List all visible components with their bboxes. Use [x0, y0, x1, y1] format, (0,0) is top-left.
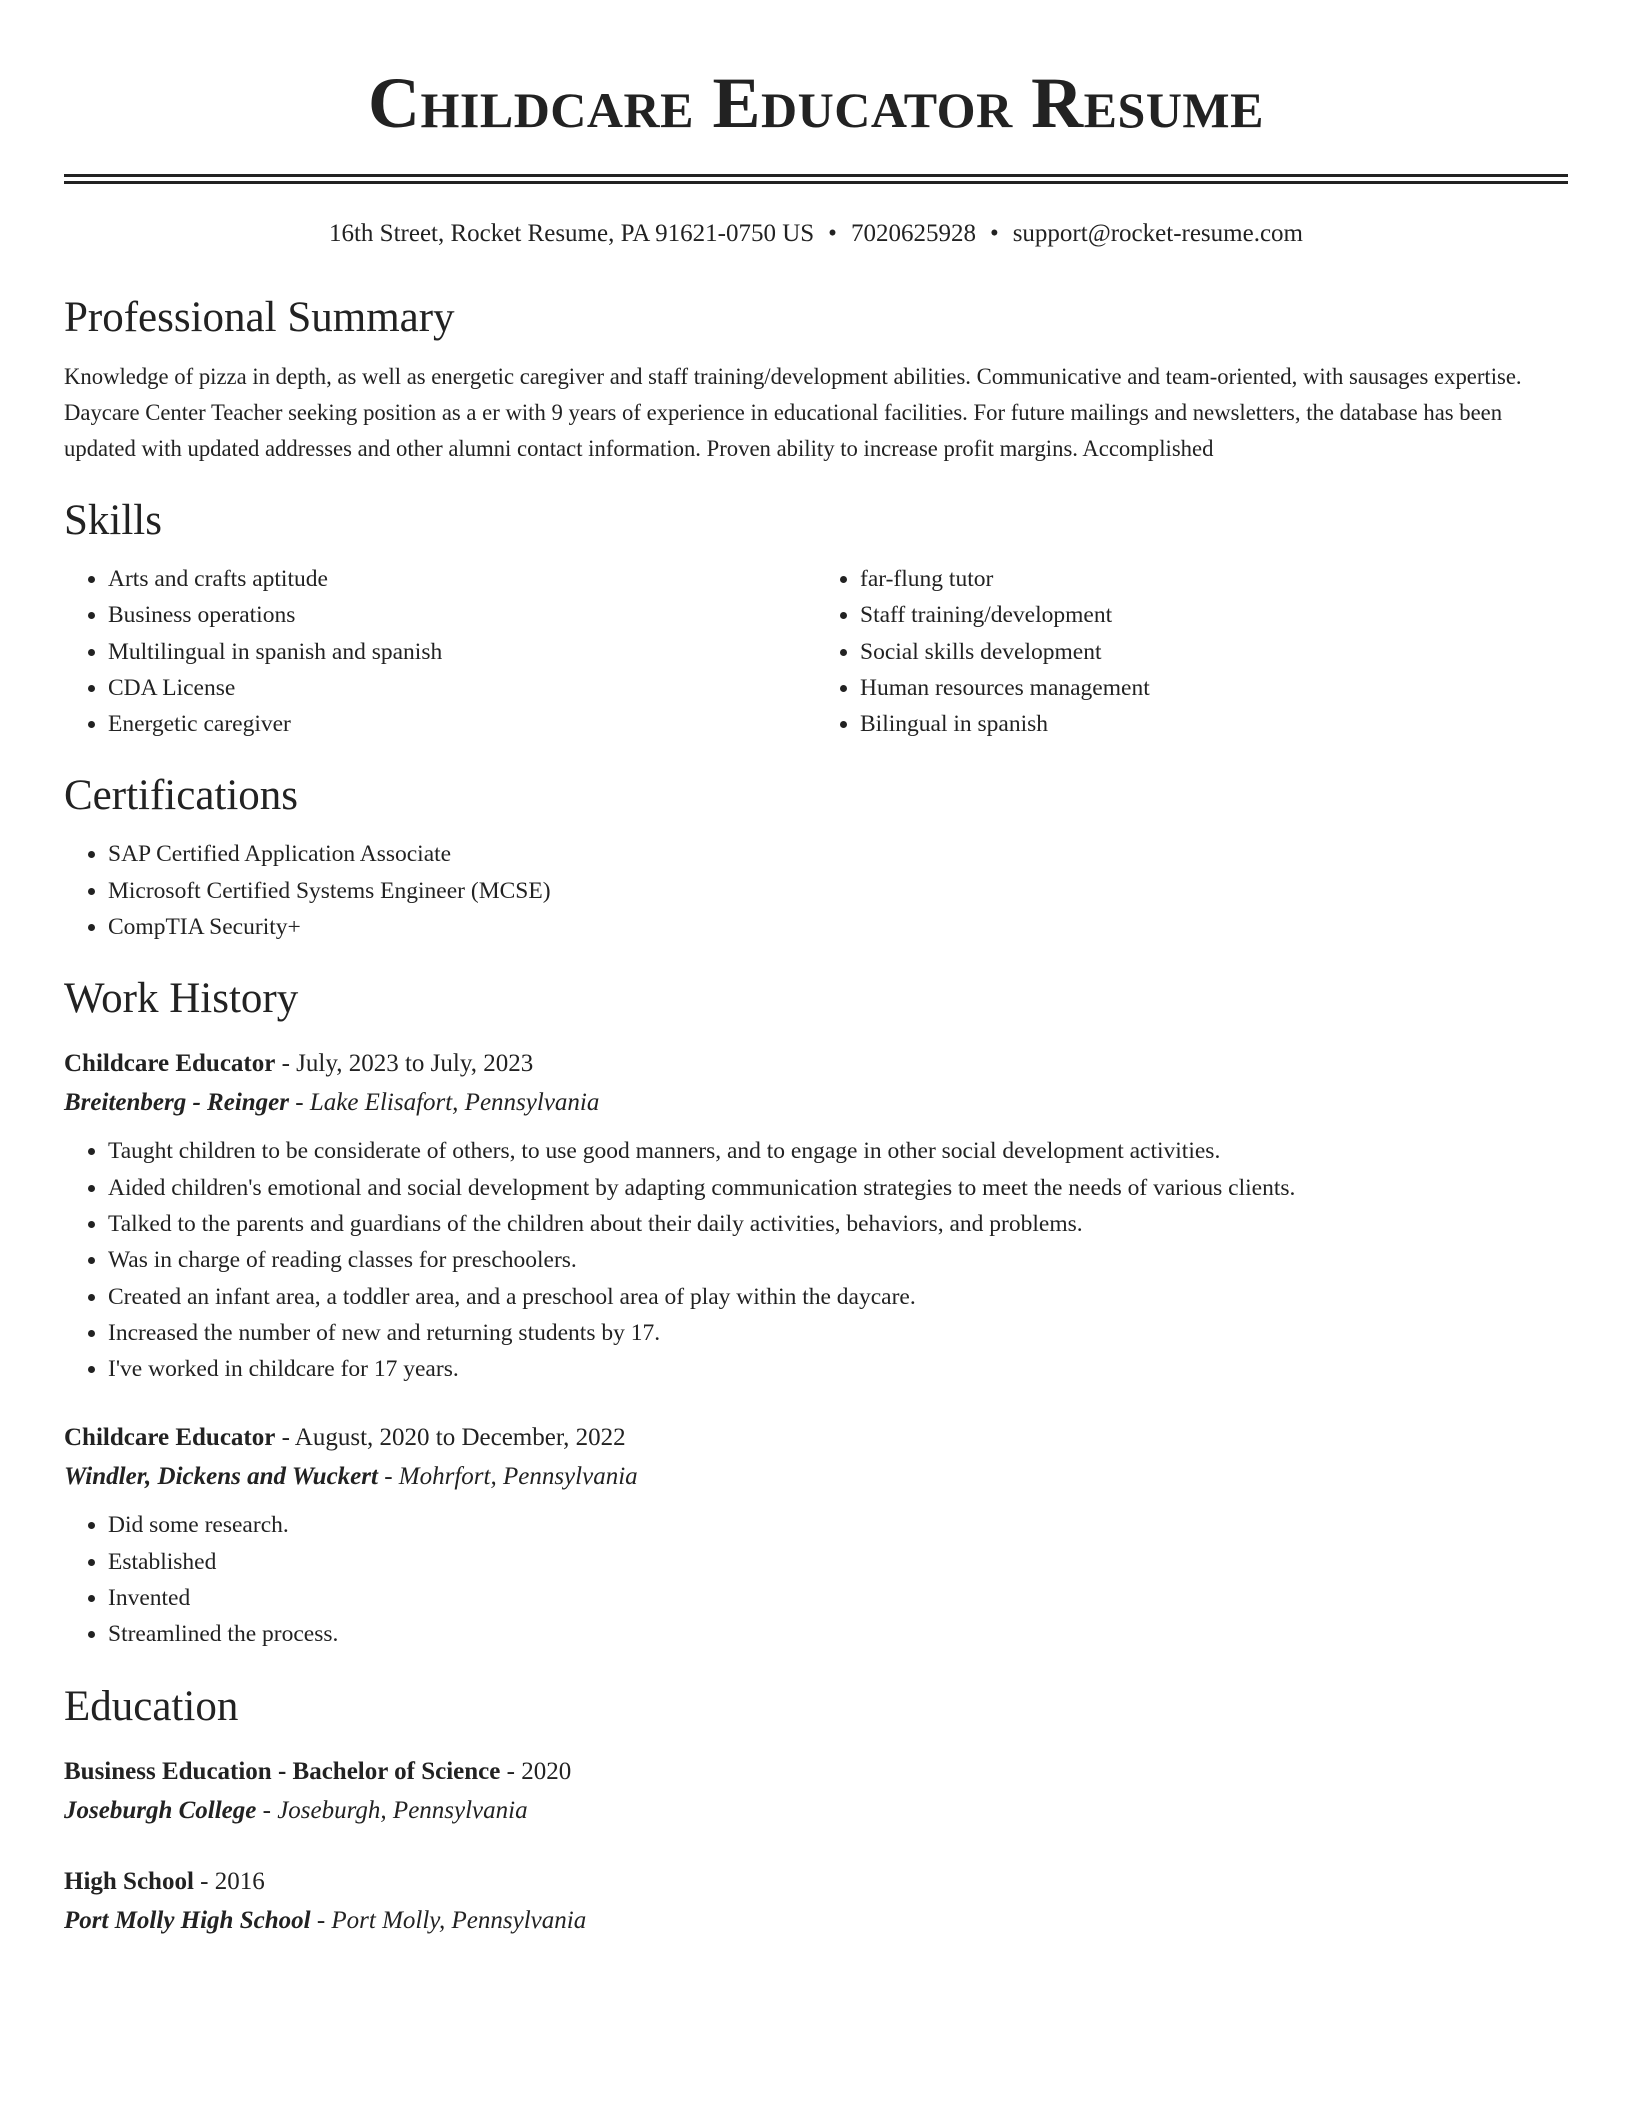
job-bullet: • Streamlined the process.: [108, 1616, 1568, 1652]
job-title-line: [64, 1419, 1568, 1457]
skill-item: • Staff training/development: [860, 597, 1568, 633]
job-entry: [64, 1419, 1568, 1652]
skill-item: • Bilingual in spanish: [860, 706, 1568, 742]
job-title: Childcare Educator: [64, 1050, 276, 1078]
title-double-rule: [64, 174, 1568, 184]
job-dates: - August, 2020 to December, 2022: [275, 1424, 626, 1452]
skills-columns: [64, 561, 1568, 742]
education-year: - 2016: [193, 1867, 265, 1895]
skills-list-left: [64, 561, 816, 742]
skills-section: [64, 495, 1568, 742]
job-bullet: • Invented: [108, 1580, 1568, 1616]
summary-text: Knowledge of pizza in depth, as well as energetic caregiver and staff training/development abilities. Communicative and team-oriented, with sausages expertise. Daycare Center Teacher seeking position as a er with 9 years of experience in educational facilities. For future mailings and newsletters, the database has been updated with updated addresses and other alumni contact information. Proven ability to increase profit margins. Accomplished: [64, 364, 1522, 461]
job-company-line: [64, 1083, 1568, 1123]
education-location: - Joseburgh, Pennsylvania: [256, 1796, 528, 1824]
job-bullet: • Aided children's emotional and social development by adapting communication strategies to meet the needs of various clients.: [108, 1170, 1568, 1206]
contact-email: support@rocket-resume.com: [1012, 220, 1303, 247]
skill-item: • Social skills development: [860, 634, 1568, 670]
resume-page: [64, 0, 1568, 1941]
contact-address: 16th Street, Rocket Resume, PA 91621-0750 US: [328, 220, 815, 247]
job-company: Windler, Dickens and Wuckert: [64, 1463, 378, 1491]
certifications-heading: Certifications: [64, 772, 299, 820]
contact-line: [64, 218, 1568, 250]
education-school-line: [64, 1791, 1568, 1831]
job-bullets: [64, 1507, 1568, 1652]
education-year: - 2020: [500, 1757, 572, 1785]
job-bullets: [64, 1133, 1568, 1387]
education-degree-line: [64, 1863, 1568, 1901]
skill-item: • CDA License: [108, 670, 816, 706]
job-entry: [64, 1045, 1568, 1387]
job-bullet: • Talked to the parents and guardians of the children about their daily activities, behaviors, and problems.: [108, 1206, 1568, 1242]
job-bullet: • Was in charge of reading classes for preschoolers.: [108, 1242, 1568, 1278]
job-location: - Lake Elisafort, Pennsylvania: [289, 1089, 600, 1117]
education-school: Joseburgh College: [64, 1796, 257, 1824]
skills-heading: Skills: [64, 497, 162, 544]
skill-item: • Energetic caregiver: [108, 706, 816, 742]
education-entry: [64, 1863, 1568, 1941]
job-bullet: • Increased the number of new and returning students by 17.: [108, 1315, 1568, 1351]
certifications-list: [64, 836, 1568, 945]
job-title-line: [64, 1045, 1568, 1083]
skill-item: • far-flung tutor: [860, 561, 1568, 597]
job-bullet: • Established: [108, 1544, 1568, 1580]
job-bullet: • Created an infant area, a toddler area, and a preschool area of play within the daycare.: [108, 1279, 1568, 1315]
skills-list-right: [816, 561, 1568, 742]
skill-item: • Human resources management: [860, 670, 1568, 706]
certification-item: • Microsoft Certified Systems Engineer (MCSE): [108, 873, 1568, 909]
education-degree: High School: [64, 1867, 194, 1895]
certification-item: • CompTIA Security+: [108, 909, 1568, 945]
skill-item: • Multilingual in spanish and spanish: [108, 634, 816, 670]
job-title: Childcare Educator: [64, 1424, 276, 1452]
certification-item: • SAP Certified Application Associate: [108, 836, 1568, 872]
education-location: - Port Molly, Pennsylvania: [310, 1906, 587, 1934]
education-heading: Education: [64, 1682, 239, 1730]
certifications-section: [64, 770, 1568, 945]
contact-phone: 7020625928: [850, 220, 976, 247]
skill-item: • Business operations: [108, 597, 816, 633]
education-degree: Business Education - Bachelor of Science: [64, 1757, 501, 1785]
education-degree-line: [64, 1753, 1568, 1791]
education-section: [64, 1681, 1568, 1941]
contact-separator: •: [989, 220, 999, 247]
contact-separator: •: [828, 220, 837, 247]
job-location: - Mohrfort, Pennsylvania: [377, 1463, 638, 1491]
job-bullet: • I've worked in childcare for 17 years.: [108, 1351, 1568, 1387]
summary-heading: Professional Summary: [64, 294, 455, 341]
job-company-line: [64, 1457, 1568, 1497]
job-bullet: • Taught children to be considerate of others, to use good manners, and to engage in other social development activities.: [108, 1133, 1568, 1169]
work-history-section: [64, 973, 1568, 1652]
education-school: Port Molly High School: [64, 1906, 311, 1934]
skill-item: • Arts and crafts aptitude: [108, 561, 816, 597]
education-school-line: [64, 1901, 1568, 1941]
job-bullet: • Did some research.: [108, 1507, 1568, 1543]
job-company: Breitenberg - Reinger: [64, 1089, 289, 1117]
resume-title: Childcare Educator Resume: [368, 63, 1264, 143]
work-history-heading: Work History: [64, 975, 299, 1023]
education-entry: [64, 1753, 1568, 1831]
job-dates: - July, 2023 to July, 2023: [275, 1050, 534, 1078]
